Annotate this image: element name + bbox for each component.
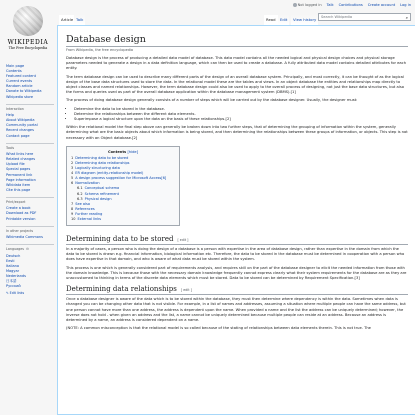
toc-number: 9 <box>71 211 74 216</box>
toc-number: 6 <box>71 181 74 186</box>
languages-heading-label: Languages <box>6 247 24 252</box>
sidebar-interaction-item[interactable]: Help <box>6 113 14 118</box>
tab-article[interactable] <box>59 15 75 25</box>
sidebar-print-item[interactable]: Download as PDF <box>6 211 37 216</box>
intro-paragraph-1: Database design is the process of producing a detailed data model of database. This data model contains all the needed logical and physical design choices and physical storage parameters needed to generate a design in a data definition language, which can then be used to create a database. A fully attributed data model contains detailed attributes for each entity. <box>66 56 407 71</box>
sidebar-nav-item[interactable]: Featured content <box>6 74 36 79</box>
toc-number: 5 <box>71 176 74 181</box>
sidebar-language-item[interactable]: 日本語 <box>6 279 17 284</box>
sidebar-language-item[interactable]: Deutsch <box>6 253 21 258</box>
sidebar-languages <box>6 254 54 290</box>
edit-section-link[interactable]: [ edit ] <box>180 288 192 293</box>
sidebar-heading-interaction: Interaction <box>6 104 54 112</box>
personal-tools <box>293 3 411 7</box>
sidebar-print-item[interactable]: Create a book <box>6 206 31 211</box>
intro-paragraph-2: The term database design can be used to describe many different parts of the design of an overall database system. Principally, and most correctly, it can be thought of as the logical design of the base data structures used to store the data. In the relational model these are the tables and views. In an object database the entities and relationships map directly to object classes and named relationships. However, the term database design could also be used to apply to the overall process of designing, not just the base data structures, but also the forms and queries used as part of the overall database application within the database management system (DBMS).[1] <box>66 74 405 95</box>
tab-read-label: Read <box>266 17 276 22</box>
sidebar-other-projects <box>6 235 54 240</box>
tab-read[interactable] <box>264 15 278 25</box>
sidebar-tools-item[interactable]: What links here <box>6 152 34 157</box>
toc-number: 1 <box>71 155 74 160</box>
site-subtitle: From Wikipedia, the free encyclopedia <box>66 48 134 52</box>
toc-header <box>71 150 175 154</box>
intro-paragraph-4: Within the relational model the final step above can generally be broken down into two further steps, that of determining the grouping of information within the system, generally determining what are the basic objects about which information is being stored, and then determining the relationships between these groups of information, or objects. This step is not necessary with an Object database.[2] <box>66 125 408 140</box>
sidebar-nav-item[interactable]: Main page <box>6 64 25 68</box>
toc-link[interactable]: Determining data relationships <box>75 160 130 165</box>
tab-edit[interactable] <box>278 15 289 25</box>
tab-view-history-label: View history <box>293 17 317 22</box>
toc-link[interactable]: Logically structuring data <box>75 166 120 171</box>
sidebar-heading-languages <box>6 244 54 252</box>
toc-hide-toggle[interactable]: [hide] <box>127 149 139 154</box>
search-input[interactable] <box>318 13 411 21</box>
toc-number: 6.2 <box>77 191 83 196</box>
section-title-data-stored: Determining data to be stored <box>66 235 174 244</box>
sidebar-nav-item[interactable]: Current events <box>6 79 33 84</box>
tab-view-history[interactable] <box>291 15 318 25</box>
section-1-paragraph-1: In a majority of cases, a person who is doing the design of a database is a person with expertise in the area of database design, rather than expertise in the domain from which the data to be stored is drawn e.g. financial information, biological information etc. Therefore, the data to be stored in the database must be determined in cooperation with a person who does have expertise in that domain, and who is aware of what data must be stored within the system. <box>66 247 405 262</box>
user-icon <box>293 3 297 7</box>
sidebar-interaction-item[interactable]: Community portal <box>6 123 38 128</box>
list-item: • Determine the data to be stored in the database. <box>74 107 408 112</box>
section-heading-data-relationships <box>66 285 408 295</box>
intro-paragraph-3: The process of doing database design generally consists of a number of steps which will be carried out by the database designer. Usually, the designer must: <box>66 98 358 103</box>
sidebar-interaction-item[interactable]: About Wikipedia <box>6 118 35 123</box>
sidebar-language-item[interactable]: Nederlands <box>6 274 26 279</box>
toc-link[interactable]: See also <box>75 201 90 206</box>
toc-link[interactable]: Normalization <box>75 181 100 186</box>
page-title: Database design <box>66 34 408 47</box>
sidebar-nav-item[interactable]: Donate to Wikipedia <box>6 89 42 94</box>
sidebar-language-item[interactable]: Eesti <box>6 258 15 263</box>
edit-section-link[interactable]: [ edit ] <box>177 238 189 243</box>
list-item: • Determine the relationships between the different data elements. <box>74 112 408 117</box>
sidebar-tools-item[interactable]: Page information <box>6 177 36 182</box>
sidebar-heading-other: In other projects <box>6 226 54 234</box>
sidebar-heading-tools: Tools <box>6 143 54 151</box>
edit-links[interactable]: ✎ Edit links <box>6 291 25 296</box>
section-heading-data-stored <box>66 235 408 245</box>
create-account-link[interactable]: Create account <box>367 3 396 7</box>
not-logged-in-label: Not logged in <box>297 3 322 7</box>
toc-item[interactable] <box>71 217 175 222</box>
toc-title: Contents <box>107 149 127 154</box>
wikipedia-logo[interactable] <box>4 6 52 56</box>
toc-number: 10 <box>71 216 76 221</box>
sidebar-tools-item[interactable]: Cite this page <box>6 187 31 192</box>
logo-tagline: The Free Encyclopedia <box>8 46 48 50</box>
sidebar-print-item[interactable]: Printable version <box>6 216 36 221</box>
toc-link[interactable]: External links <box>77 216 102 221</box>
sidebar-other-item[interactable]: Wikimedia Commons <box>6 235 43 240</box>
toc-list <box>71 156 175 222</box>
tab-talk-label: Talk <box>76 17 84 22</box>
sidebar-tools-item[interactable]: Wikidata item <box>6 182 31 187</box>
toc-number: 8 <box>71 206 74 211</box>
not-logged-in-text <box>293 3 322 7</box>
tab-edit-label: Edit <box>280 17 288 22</box>
sidebar-tools <box>6 152 54 193</box>
sidebar-navigation <box>6 64 54 100</box>
section-2-paragraph-1: Once a database designer is aware of the data which is to be stored within the database, they must then determine where dependency is within the data. Sometimes when data is changed you can be changing other data that is not visible. For example, in a list of names and addresses, assuming a situation where multiple people can have the same address, but one person cannot have more than one address, the address is dependent upon the name. When provided a name and the list the address can be uniquely determined; however, the inverse does not hold - when given an address and the list, a name cannot be uniquely determined because multiple people can reside at an address. Because an address is determined by a name, an address is considered dependent on a name. <box>66 297 406 323</box>
log-in-link[interactable]: Log in <box>400 3 411 7</box>
sidebar-nav-item[interactable]: Contents <box>6 69 22 74</box>
sidebar-tools-item[interactable]: Permanent link <box>6 172 33 177</box>
toc-number: 3 <box>71 166 74 171</box>
section-title-data-relationships: Determining data relationships <box>66 285 177 294</box>
toc-link[interactable]: References <box>75 206 95 211</box>
toc-link[interactable]: Determining data to be stored <box>75 155 129 160</box>
sidebar-tools-item[interactable]: Related changes <box>6 157 36 162</box>
sidebar-interaction <box>6 113 54 138</box>
search-icon[interactable]: ⌕ <box>405 14 408 20</box>
toc-link[interactable]: Physical design <box>84 196 112 201</box>
list-item: • Superimpose a logical structure upon the data on the basis of these relationships.[2] <box>74 117 408 122</box>
sidebar-nav-item[interactable]: Random article <box>6 84 33 89</box>
sidebar-language-item[interactable]: Русский <box>6 284 21 289</box>
toc-number: 2 <box>71 160 74 165</box>
puzzle-globe-icon <box>13 6 43 36</box>
contributions-link[interactable]: Contributions <box>338 3 363 7</box>
logo-wordmark: WIKIPEDIA <box>7 39 49 46</box>
sidebar-tools-item[interactable]: Special pages <box>6 167 31 172</box>
gear-icon[interactable]: ⚙ <box>26 247 29 252</box>
search-placeholder: Search Wikipedia <box>321 15 353 19</box>
main-content <box>57 25 415 415</box>
toc-number: 7 <box>71 201 74 206</box>
sidebar-tools-item[interactable]: Upload file <box>6 162 25 167</box>
sidebar-interaction-item[interactable]: Recent changes <box>6 128 34 133</box>
sidebar <box>6 64 54 295</box>
toc-link[interactable]: Schema refinement <box>84 191 120 196</box>
sidebar-language-item[interactable]: Magyar <box>6 269 20 274</box>
tab-talk[interactable] <box>74 15 85 25</box>
toc-link[interactable]: A design process suggestion for Microsoft Access[6] <box>75 176 167 181</box>
toc-link[interactable]: Conceptual schema <box>84 186 120 191</box>
section-1-paragraph-2: This process is one which is generally considered part of requirements analysis, and requires skill on the part of the database designer to elicit the needed information from those with the domain knowledge. This is because those with the necessary domain knowledge frequently cannot express clearly what their system requirements for the database are as they are unaccustomed to thinking in terms of the discrete data elements which must be stored. Data to be stored can be determined by Requirement Specification.[3] <box>66 265 407 281</box>
toc-number: 6.1 <box>77 186 83 191</box>
sidebar-nav-item[interactable]: Wikipedia store <box>6 94 34 99</box>
design-steps-list <box>66 107 408 123</box>
toc-link[interactable]: ER diagram (entity-relationship model) <box>75 171 144 176</box>
sidebar-print <box>6 206 54 221</box>
toc-number: 4 <box>71 171 74 176</box>
section-2-paragraph-2: (NOTE: A common misconception is that the relational model is so called because of the stating of relationships between data elements therein. This is not true. The <box>66 326 371 331</box>
tab-article-label: Article <box>61 17 74 22</box>
toc-number: 6.3 <box>77 196 83 201</box>
sidebar-language-item[interactable]: Italiano <box>6 263 19 268</box>
talk-link[interactable]: Talk <box>326 3 334 7</box>
toc-link[interactable]: Further reading <box>75 211 103 216</box>
table-of-contents <box>66 146 180 226</box>
sidebar-interaction-item[interactable]: Contact page <box>6 133 30 138</box>
sidebar-heading-print: Print/export <box>6 197 54 205</box>
